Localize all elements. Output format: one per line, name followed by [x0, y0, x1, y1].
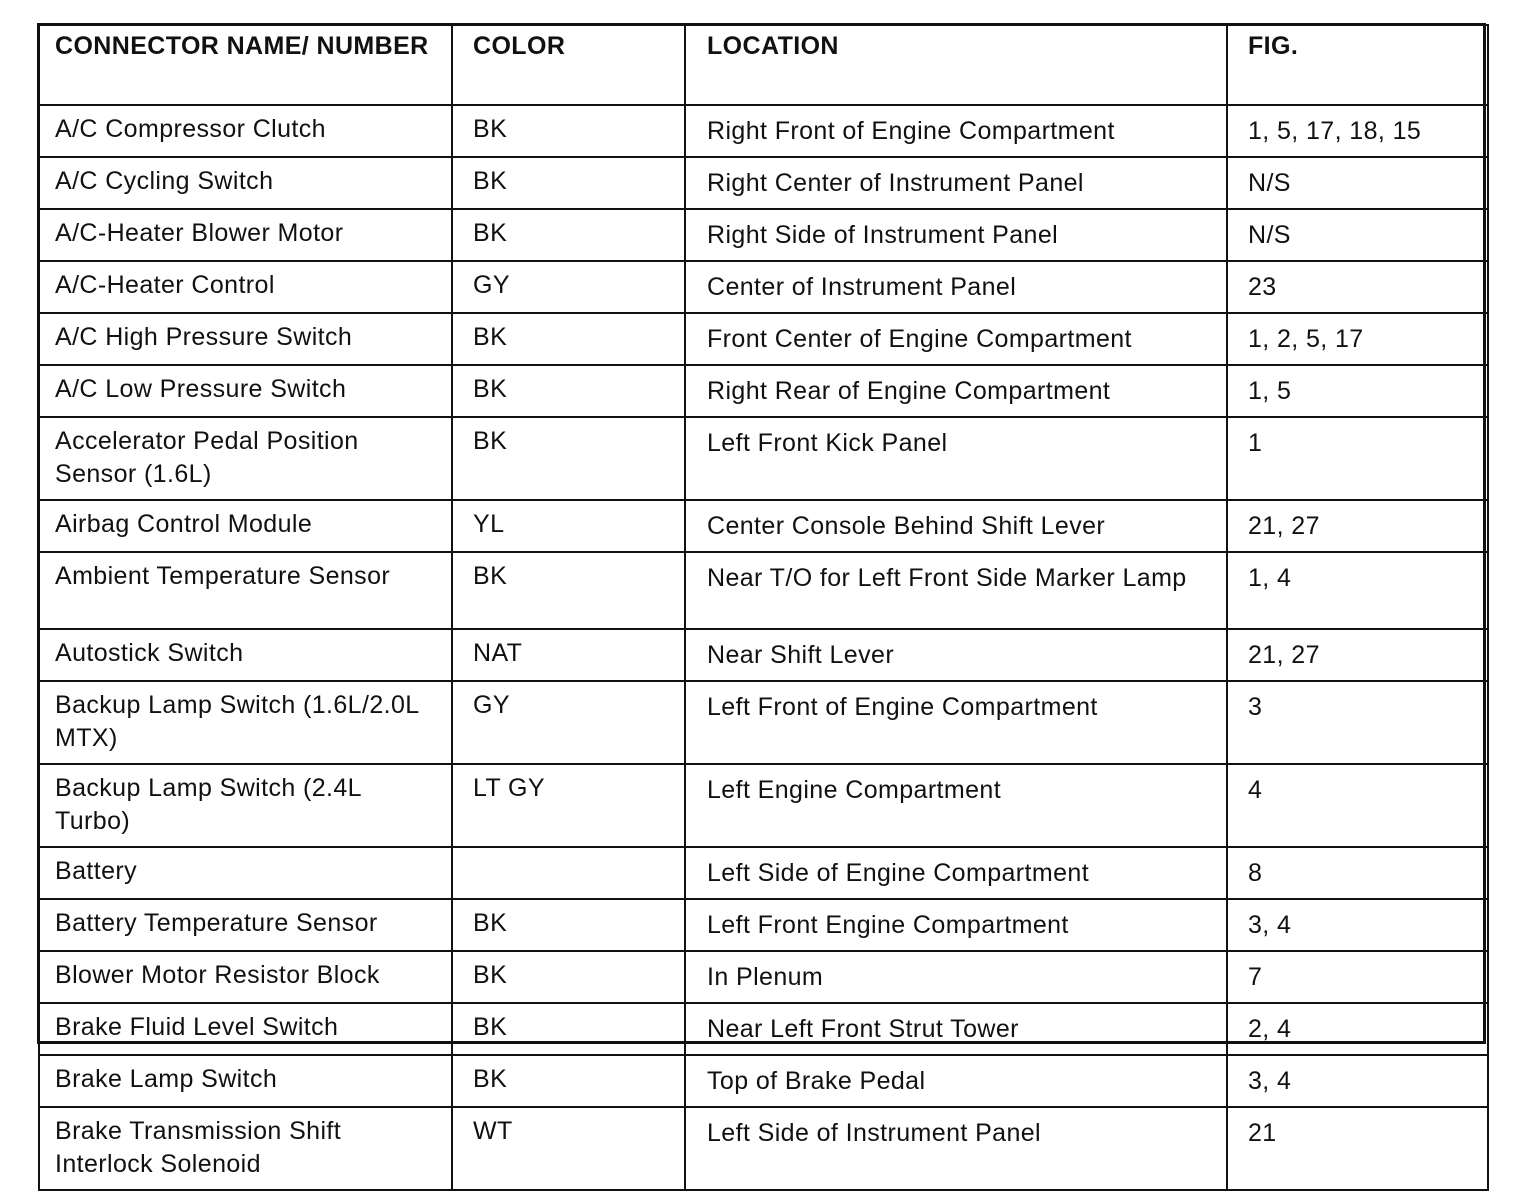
- cell-fig: N/S: [1227, 209, 1488, 261]
- cell-fig: 1, 5, 17, 18, 15: [1227, 105, 1488, 157]
- cell-location: Left Front of Engine Compartment: [685, 681, 1227, 764]
- cell-color: BK: [452, 1003, 685, 1055]
- cell-location: Center Console Behind Shift Lever: [685, 500, 1227, 552]
- table-row: [39, 1107, 1488, 1190]
- header-fig: FIG.: [1227, 25, 1488, 105]
- cell-location: In Plenum: [685, 951, 1227, 1003]
- table-row: [39, 764, 1488, 847]
- cell-location: Right Side of Instrument Panel: [685, 209, 1227, 261]
- cell-color: BK: [452, 417, 685, 500]
- table-row: [39, 681, 1488, 764]
- cell-fig: N/S: [1227, 157, 1488, 209]
- table-row: [39, 951, 1488, 1003]
- cell-fig: 1, 5: [1227, 365, 1488, 417]
- cell-color: LT GY: [452, 764, 685, 847]
- cell-fig: 1, 2, 5, 17: [1227, 313, 1488, 365]
- cell-color: BK: [452, 313, 685, 365]
- cell-color: BK: [452, 157, 685, 209]
- header-row: [39, 25, 1488, 105]
- cell-fig: 21, 27: [1227, 629, 1488, 681]
- cell-connector-name: Brake Lamp Switch: [39, 1055, 452, 1107]
- cell-location: Left Front Engine Compartment: [685, 899, 1227, 951]
- cell-fig: 21: [1227, 1107, 1488, 1190]
- cell-color: BK: [452, 899, 685, 951]
- table-row: [39, 1003, 1488, 1055]
- cell-connector-name: Accelerator Pedal Position Sensor (1.6L): [39, 417, 452, 500]
- cell-location: Left Side of Instrument Panel: [685, 1107, 1227, 1190]
- cell-location: Left Front Kick Panel: [685, 417, 1227, 500]
- header-connector-name: CONNECTOR NAME/ NUMBER: [39, 25, 452, 105]
- cell-fig: 21, 27: [1227, 500, 1488, 552]
- cell-connector-name: Battery: [39, 847, 452, 899]
- cell-color: BK: [452, 365, 685, 417]
- cell-color: WT: [452, 1107, 685, 1190]
- cell-color: [452, 847, 685, 899]
- cell-color: BK: [452, 1055, 685, 1107]
- cell-location: Near Left Front Strut Tower: [685, 1003, 1227, 1055]
- cell-location: Right Front of Engine Compartment: [685, 105, 1227, 157]
- cell-connector-name: A/C Compressor Clutch: [39, 105, 452, 157]
- cell-fig: 4: [1227, 764, 1488, 847]
- cell-color: BK: [452, 209, 685, 261]
- table-row: [39, 365, 1488, 417]
- cell-location: Near T/O for Left Front Side Marker Lamp: [685, 552, 1227, 629]
- cell-connector-name: Airbag Control Module: [39, 500, 452, 552]
- table-row: [39, 209, 1488, 261]
- cell-fig: 23: [1227, 261, 1488, 313]
- cell-location: Right Rear of Engine Compartment: [685, 365, 1227, 417]
- cell-connector-name: A/C-Heater Control: [39, 261, 452, 313]
- cell-location: Top of Brake Pedal: [685, 1055, 1227, 1107]
- cell-connector-name: A/C Low Pressure Switch: [39, 365, 452, 417]
- table-row: [39, 105, 1488, 157]
- connector-table: [38, 24, 1489, 1191]
- cell-connector-name: A/C High Pressure Switch: [39, 313, 452, 365]
- cell-connector-name: Ambient Temperature Sensor: [39, 552, 452, 629]
- cell-connector-name: Backup Lamp Switch (1.6L/2.0L MTX): [39, 681, 452, 764]
- cell-location: Near Shift Lever: [685, 629, 1227, 681]
- cell-color: NAT: [452, 629, 685, 681]
- cell-location: Left Engine Compartment: [685, 764, 1227, 847]
- cell-color: GY: [452, 681, 685, 764]
- cell-location: Left Side of Engine Compartment: [685, 847, 1227, 899]
- cell-connector-name: Brake Transmission Shift Interlock Solenoid: [39, 1107, 452, 1190]
- table-row: [39, 552, 1488, 629]
- cell-fig: 3: [1227, 681, 1488, 764]
- cell-connector-name: Autostick Switch: [39, 629, 452, 681]
- cell-color: BK: [452, 552, 685, 629]
- table-row: [39, 313, 1488, 365]
- cell-connector-name: A/C Cycling Switch: [39, 157, 452, 209]
- header-location: LOCATION: [685, 25, 1227, 105]
- table-row: [39, 500, 1488, 552]
- cell-fig: 1: [1227, 417, 1488, 500]
- cell-location: Front Center of Engine Compartment: [685, 313, 1227, 365]
- cell-connector-name: Brake Fluid Level Switch: [39, 1003, 452, 1055]
- table-row: [39, 899, 1488, 951]
- cell-color: YL: [452, 500, 685, 552]
- cell-location: Right Center of Instrument Panel: [685, 157, 1227, 209]
- cell-fig: 7: [1227, 951, 1488, 1003]
- cell-fig: 3, 4: [1227, 1055, 1488, 1107]
- cell-color: BK: [452, 105, 685, 157]
- table-row: [39, 417, 1488, 500]
- table-row: [39, 1055, 1488, 1107]
- cell-location: Center of Instrument Panel: [685, 261, 1227, 313]
- table-row: [39, 157, 1488, 209]
- cell-fig: 3, 4: [1227, 899, 1488, 951]
- cell-connector-name: A/C-Heater Blower Motor: [39, 209, 452, 261]
- cell-connector-name: Battery Temperature Sensor: [39, 899, 452, 951]
- cell-color: GY: [452, 261, 685, 313]
- cell-fig: 2, 4: [1227, 1003, 1488, 1055]
- cell-connector-name: Blower Motor Resistor Block: [39, 951, 452, 1003]
- cell-color: BK: [452, 951, 685, 1003]
- header-color: COLOR: [452, 25, 685, 105]
- table-row: [39, 261, 1488, 313]
- table-row: [39, 847, 1488, 899]
- table-row: [39, 629, 1488, 681]
- cell-connector-name: Backup Lamp Switch (2.4L Turbo): [39, 764, 452, 847]
- cell-fig: 1, 4: [1227, 552, 1488, 629]
- cell-fig: 8: [1227, 847, 1488, 899]
